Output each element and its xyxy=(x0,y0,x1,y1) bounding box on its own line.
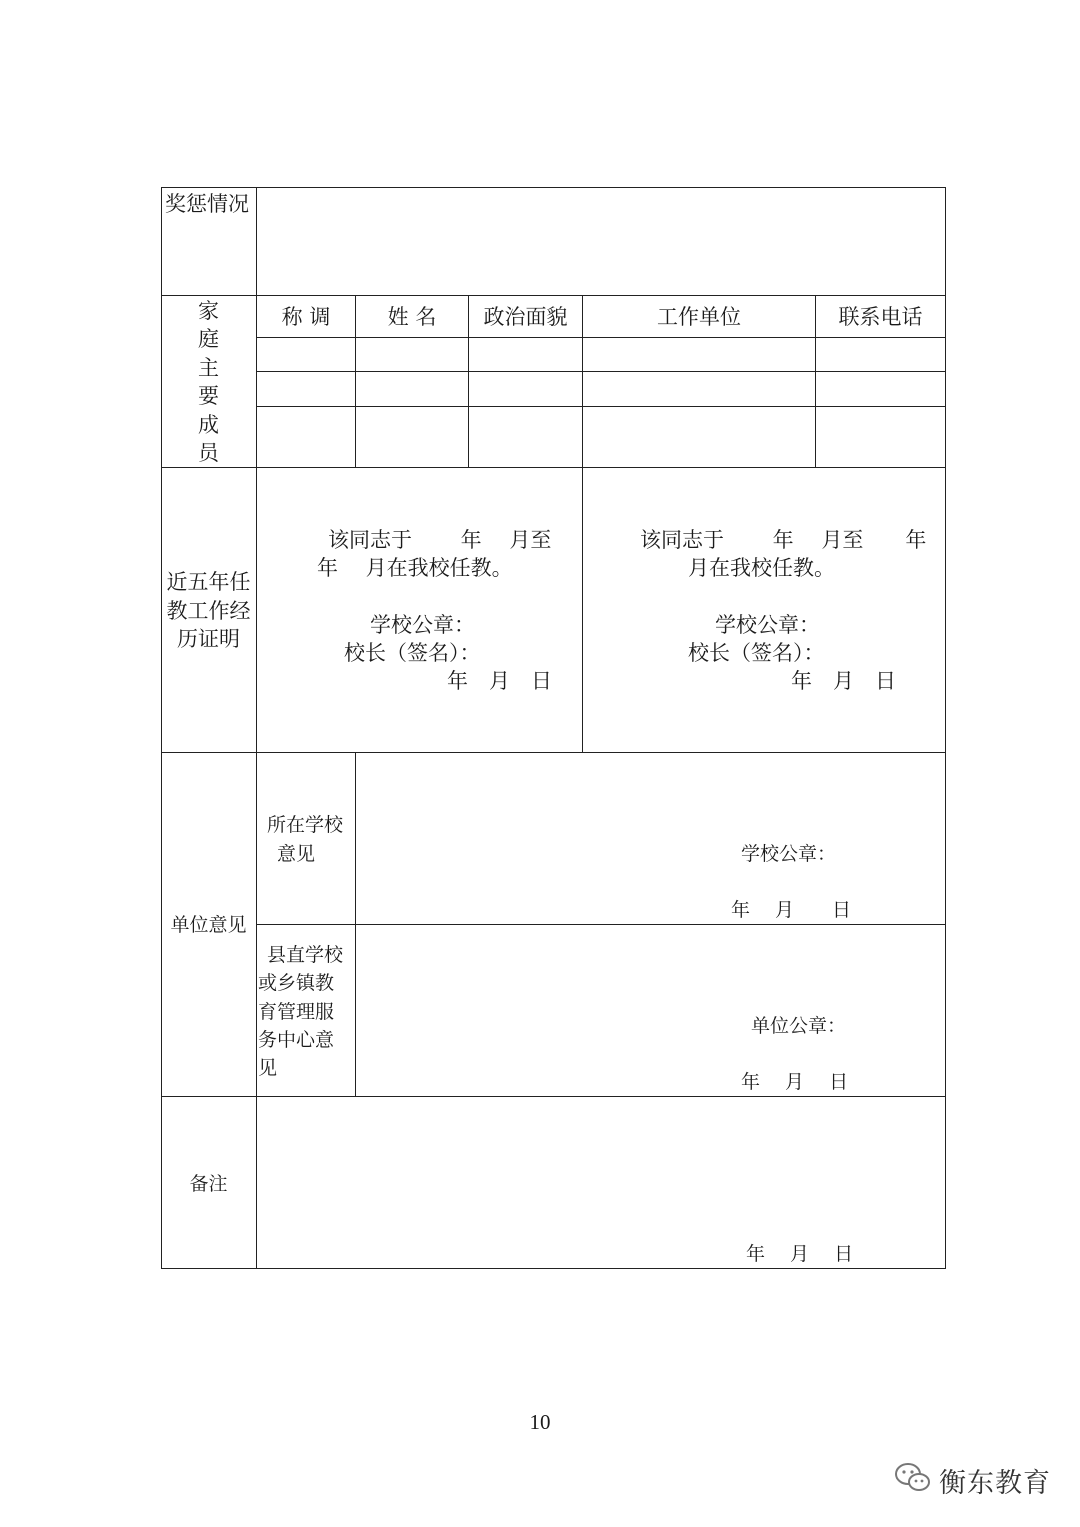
family-label-char: 员 xyxy=(198,441,219,465)
experience-left-line2: 年 月在我校任教。 xyxy=(317,556,513,580)
family-label-char: 要 xyxy=(198,384,219,408)
school-opinion-date: 年 月 日 xyxy=(731,899,852,921)
family-header-political-status: 政治面貌 xyxy=(483,305,568,329)
family-header-name: 姓 名 xyxy=(387,305,437,329)
divider-unit-opinion xyxy=(161,1096,946,1097)
experience-right-line2: 月在我校任教。 xyxy=(688,556,835,580)
experience-label-line: 历证明 xyxy=(177,627,240,651)
experience-label-line: 近五年任 xyxy=(166,570,251,594)
family-header-phone: 联系电话 xyxy=(838,305,923,329)
table-border-right xyxy=(945,187,946,1269)
divider-experience xyxy=(161,752,946,753)
watermark xyxy=(893,1460,1051,1500)
remarks-date: 年 月 日 xyxy=(746,1243,854,1265)
watermark-text: 衡东教育 xyxy=(939,1467,1051,1499)
rewards-input-area[interactable] xyxy=(258,189,944,294)
county-opinion-label-line: 见 xyxy=(258,1057,278,1079)
divider-rewards xyxy=(161,295,946,296)
experience-left-seal: 学校公章： xyxy=(370,613,475,637)
wechat-icon xyxy=(893,1461,933,1499)
page-number: 10 xyxy=(529,1410,551,1434)
family-label-char: 庭 xyxy=(198,327,219,351)
label-column-divider xyxy=(256,187,257,1269)
family-header-workplace: 工作单位 xyxy=(657,305,741,329)
experience-left-date: 年 月 日 xyxy=(447,669,552,693)
county-opinion-label-line: 县直学校 xyxy=(267,944,344,966)
county-opinion-seal: 单位公章： xyxy=(751,1015,847,1037)
family-row-line xyxy=(256,337,946,338)
rewards-label: 奖惩情况 xyxy=(165,192,249,216)
experience-right-principal: 校长（签名）： xyxy=(688,641,825,665)
county-opinion-date: 年 月 日 xyxy=(741,1071,849,1093)
family-label-char: 主 xyxy=(198,356,219,380)
family-header-relation: 称 调 xyxy=(281,305,331,329)
unit-sub-divider xyxy=(256,924,946,925)
county-opinion-label-line: 或乡镇教 xyxy=(258,972,335,994)
school-opinion-seal: 学校公章： xyxy=(741,843,837,865)
experience-divider xyxy=(582,467,583,752)
county-opinion-label-line: 务中心意 xyxy=(258,1029,335,1051)
remarks-label: 备注 xyxy=(189,1173,228,1195)
unit-opinion-label: 单位意见 xyxy=(170,914,247,936)
experience-right-line1: 该同志于 年 月至 年 xyxy=(640,528,927,552)
county-opinion-label-line: 育管理服 xyxy=(258,1001,335,1023)
family-label-char: 家 xyxy=(198,299,219,323)
experience-left-line1: 该同志于 年 月至 xyxy=(328,528,552,552)
school-opinion-label-line: 意见 xyxy=(277,843,316,865)
divider-family xyxy=(161,467,946,468)
family-label-char: 成 xyxy=(198,413,219,437)
school-opinion-label-line: 所在学校 xyxy=(267,814,344,836)
family-row-line xyxy=(256,406,946,407)
family-row-line xyxy=(256,371,946,372)
experience-right-date: 年 月 日 xyxy=(791,669,896,693)
table-border-bottom xyxy=(161,1268,946,1269)
experience-right-seal: 学校公章： xyxy=(715,613,820,637)
experience-label-line: 教工作经 xyxy=(166,599,251,623)
application-form-table xyxy=(161,187,946,1269)
experience-left-principal: 校长（签名）： xyxy=(344,641,481,665)
